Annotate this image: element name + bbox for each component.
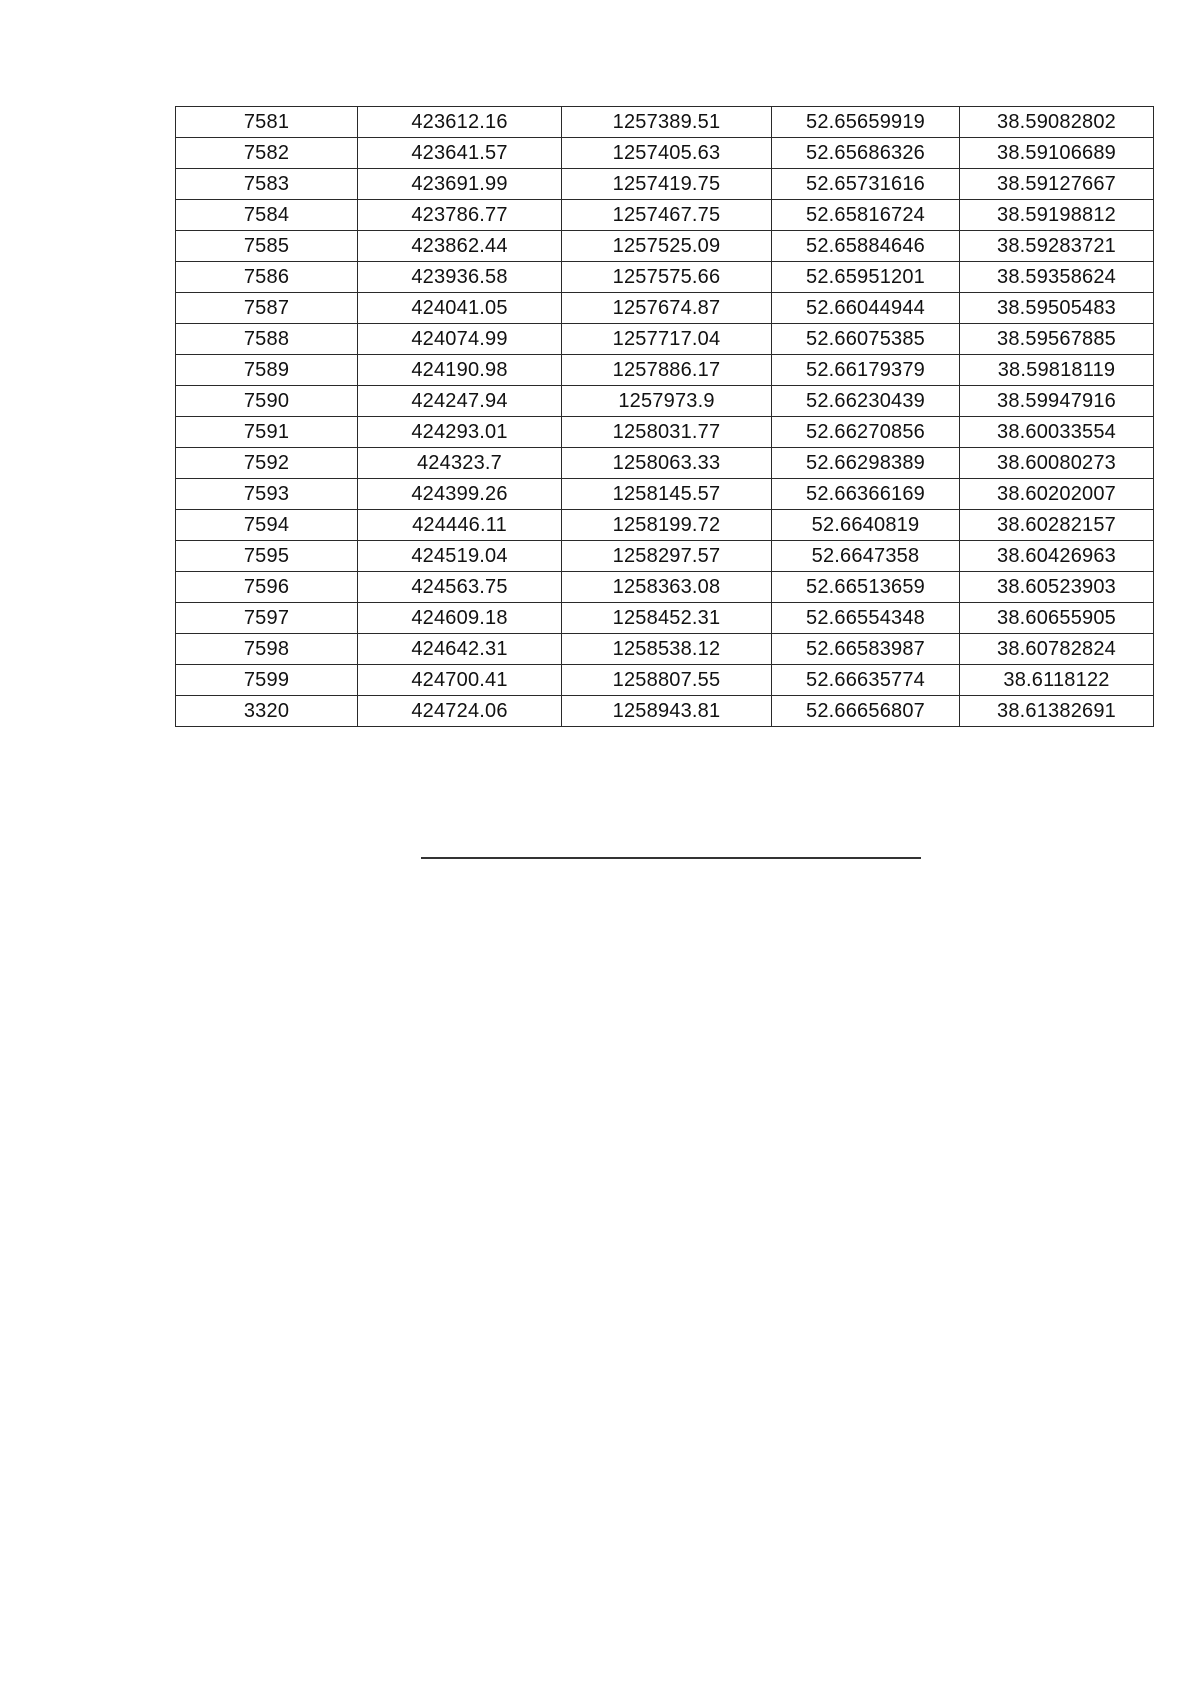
latitude-cell: 52.65884646 bbox=[772, 231, 960, 262]
table-row bbox=[176, 200, 1154, 231]
x-coordinate-cell: 424563.75 bbox=[358, 572, 562, 603]
longitude-cell: 38.59947916 bbox=[960, 386, 1154, 417]
y-coordinate-cell: 1258538.12 bbox=[562, 634, 772, 665]
point-number-cell: 7588 bbox=[176, 324, 358, 355]
y-coordinate-cell: 1258063.33 bbox=[562, 448, 772, 479]
latitude-cell: 52.66583987 bbox=[772, 634, 960, 665]
point-number-cell: 7597 bbox=[176, 603, 358, 634]
x-coordinate-cell: 424247.94 bbox=[358, 386, 562, 417]
y-coordinate-cell: 1258943.81 bbox=[562, 696, 772, 727]
point-number-cell: 7583 bbox=[176, 169, 358, 200]
y-coordinate-cell: 1257525.09 bbox=[562, 231, 772, 262]
latitude-cell: 52.66513659 bbox=[772, 572, 960, 603]
latitude-cell: 52.66656807 bbox=[772, 696, 960, 727]
point-number-cell: 7595 bbox=[176, 541, 358, 572]
y-coordinate-cell: 1258363.08 bbox=[562, 572, 772, 603]
table-row bbox=[176, 107, 1154, 138]
latitude-cell: 52.65951201 bbox=[772, 262, 960, 293]
table-row bbox=[176, 293, 1154, 324]
table-row bbox=[176, 138, 1154, 169]
x-coordinate-cell: 424642.31 bbox=[358, 634, 562, 665]
x-coordinate-cell: 424399.26 bbox=[358, 479, 562, 510]
longitude-cell: 38.59106689 bbox=[960, 138, 1154, 169]
x-coordinate-cell: 423786.77 bbox=[358, 200, 562, 231]
longitude-cell: 38.59127667 bbox=[960, 169, 1154, 200]
longitude-cell: 38.60782824 bbox=[960, 634, 1154, 665]
latitude-cell: 52.6647358 bbox=[772, 541, 960, 572]
table-row bbox=[176, 634, 1154, 665]
point-number-cell: 7598 bbox=[176, 634, 358, 665]
latitude-cell: 52.65659919 bbox=[772, 107, 960, 138]
latitude-cell: 52.66366169 bbox=[772, 479, 960, 510]
latitude-cell: 52.66270856 bbox=[772, 417, 960, 448]
y-coordinate-cell: 1258145.57 bbox=[562, 479, 772, 510]
table-body bbox=[176, 107, 1154, 727]
latitude-cell: 52.65731616 bbox=[772, 169, 960, 200]
y-coordinate-cell: 1257575.66 bbox=[562, 262, 772, 293]
point-number-cell: 7594 bbox=[176, 510, 358, 541]
longitude-cell: 38.59198812 bbox=[960, 200, 1154, 231]
x-coordinate-cell: 423936.58 bbox=[358, 262, 562, 293]
table-row bbox=[176, 417, 1154, 448]
longitude-cell: 38.60426963 bbox=[960, 541, 1154, 572]
table-row bbox=[176, 665, 1154, 696]
latitude-cell: 52.65686326 bbox=[772, 138, 960, 169]
latitude-cell: 52.66044944 bbox=[772, 293, 960, 324]
y-coordinate-cell: 1257389.51 bbox=[562, 107, 772, 138]
end-divider-line bbox=[421, 857, 921, 859]
point-number-cell: 7590 bbox=[176, 386, 358, 417]
latitude-cell: 52.66230439 bbox=[772, 386, 960, 417]
longitude-cell: 38.60202007 bbox=[960, 479, 1154, 510]
table-row bbox=[176, 541, 1154, 572]
y-coordinate-cell: 1257717.04 bbox=[562, 324, 772, 355]
coordinates-table bbox=[175, 106, 1154, 727]
y-coordinate-cell: 1258031.77 bbox=[562, 417, 772, 448]
table-row bbox=[176, 231, 1154, 262]
x-coordinate-cell: 423691.99 bbox=[358, 169, 562, 200]
x-coordinate-cell: 424293.01 bbox=[358, 417, 562, 448]
table-row bbox=[176, 696, 1154, 727]
point-number-cell: 7589 bbox=[176, 355, 358, 386]
x-coordinate-cell: 424190.98 bbox=[358, 355, 562, 386]
point-number-cell: 7591 bbox=[176, 417, 358, 448]
point-number-cell: 7581 bbox=[176, 107, 358, 138]
latitude-cell: 52.66635774 bbox=[772, 665, 960, 696]
x-coordinate-cell: 424074.99 bbox=[358, 324, 562, 355]
latitude-cell: 52.66298389 bbox=[772, 448, 960, 479]
y-coordinate-cell: 1258807.55 bbox=[562, 665, 772, 696]
point-number-cell: 7586 bbox=[176, 262, 358, 293]
latitude-cell: 52.6640819 bbox=[772, 510, 960, 541]
point-number-cell: 7587 bbox=[176, 293, 358, 324]
x-coordinate-cell: 424041.05 bbox=[358, 293, 562, 324]
table-row bbox=[176, 386, 1154, 417]
x-coordinate-cell: 424700.41 bbox=[358, 665, 562, 696]
latitude-cell: 52.66075385 bbox=[772, 324, 960, 355]
y-coordinate-cell: 1257405.63 bbox=[562, 138, 772, 169]
longitude-cell: 38.60282157 bbox=[960, 510, 1154, 541]
latitude-cell: 52.65816724 bbox=[772, 200, 960, 231]
x-coordinate-cell: 423612.16 bbox=[358, 107, 562, 138]
y-coordinate-cell: 1258452.31 bbox=[562, 603, 772, 634]
longitude-cell: 38.60033554 bbox=[960, 417, 1154, 448]
longitude-cell: 38.61382691 bbox=[960, 696, 1154, 727]
y-coordinate-cell: 1257674.87 bbox=[562, 293, 772, 324]
x-coordinate-cell: 423862.44 bbox=[358, 231, 562, 262]
y-coordinate-cell: 1257973.9 bbox=[562, 386, 772, 417]
table-row bbox=[176, 510, 1154, 541]
point-number-cell: 7593 bbox=[176, 479, 358, 510]
longitude-cell: 38.6118122 bbox=[960, 665, 1154, 696]
y-coordinate-cell: 1257467.75 bbox=[562, 200, 772, 231]
latitude-cell: 52.66554348 bbox=[772, 603, 960, 634]
longitude-cell: 38.60080273 bbox=[960, 448, 1154, 479]
point-number-cell: 7596 bbox=[176, 572, 358, 603]
point-number-cell: 3320 bbox=[176, 696, 358, 727]
table-row bbox=[176, 355, 1154, 386]
table-row bbox=[176, 572, 1154, 603]
longitude-cell: 38.59567885 bbox=[960, 324, 1154, 355]
x-coordinate-cell: 424519.04 bbox=[358, 541, 562, 572]
table-row bbox=[176, 262, 1154, 293]
longitude-cell: 38.59082802 bbox=[960, 107, 1154, 138]
x-coordinate-cell: 424724.06 bbox=[358, 696, 562, 727]
point-number-cell: 7584 bbox=[176, 200, 358, 231]
x-coordinate-cell: 424446.11 bbox=[358, 510, 562, 541]
y-coordinate-cell: 1258199.72 bbox=[562, 510, 772, 541]
point-number-cell: 7592 bbox=[176, 448, 358, 479]
table-row bbox=[176, 324, 1154, 355]
longitude-cell: 38.59505483 bbox=[960, 293, 1154, 324]
table-row bbox=[176, 479, 1154, 510]
table-row bbox=[176, 448, 1154, 479]
table-row bbox=[176, 169, 1154, 200]
x-coordinate-cell: 424323.7 bbox=[358, 448, 562, 479]
point-number-cell: 7599 bbox=[176, 665, 358, 696]
table-row bbox=[176, 603, 1154, 634]
longitude-cell: 38.60523903 bbox=[960, 572, 1154, 603]
longitude-cell: 38.60655905 bbox=[960, 603, 1154, 634]
longitude-cell: 38.59818119 bbox=[960, 355, 1154, 386]
y-coordinate-cell: 1257419.75 bbox=[562, 169, 772, 200]
x-coordinate-cell: 423641.57 bbox=[358, 138, 562, 169]
x-coordinate-cell: 424609.18 bbox=[358, 603, 562, 634]
y-coordinate-cell: 1258297.57 bbox=[562, 541, 772, 572]
point-number-cell: 7582 bbox=[176, 138, 358, 169]
longitude-cell: 38.59283721 bbox=[960, 231, 1154, 262]
latitude-cell: 52.66179379 bbox=[772, 355, 960, 386]
y-coordinate-cell: 1257886.17 bbox=[562, 355, 772, 386]
point-number-cell: 7585 bbox=[176, 231, 358, 262]
longitude-cell: 38.59358624 bbox=[960, 262, 1154, 293]
